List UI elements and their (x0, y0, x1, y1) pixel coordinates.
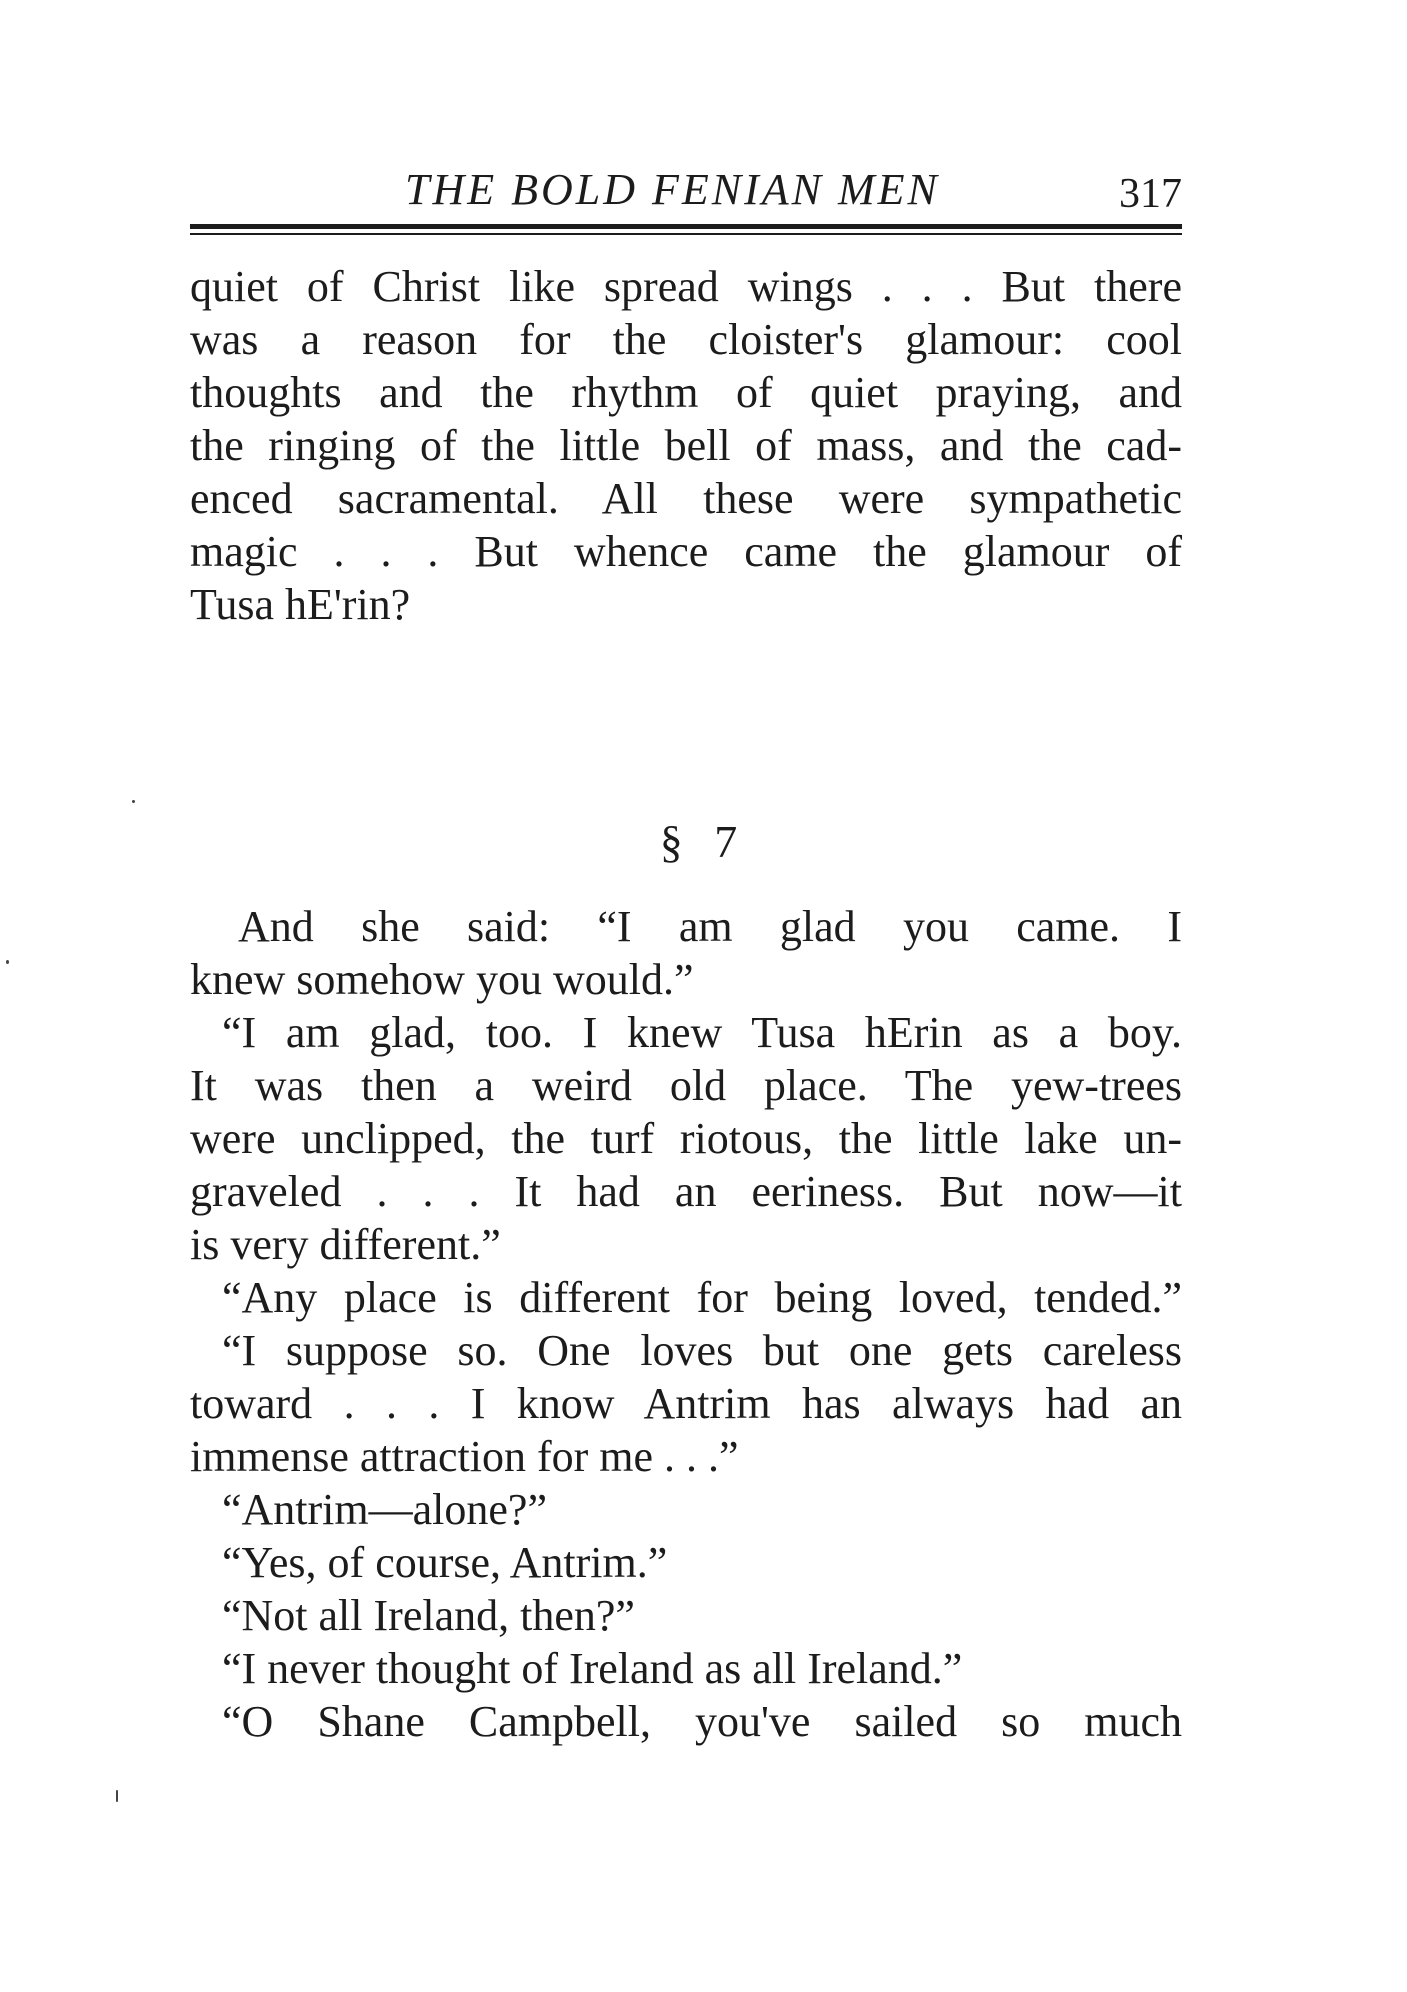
text-line: “Any place is different for being loved, tended.” (222, 1273, 1182, 1322)
text-line: was a reason for the cloister's glamour: cool (190, 315, 1182, 364)
header-rule-thin (190, 233, 1182, 235)
text-line: quiet of Christ like spread wings . . . But there (190, 262, 1182, 311)
text-line: were unclipped, the turf riotous, the little lake un- (190, 1114, 1182, 1163)
text-line: thoughts and the rhythm of quiet praying, and (190, 368, 1182, 417)
text-line: “Not all Ireland, then?” (222, 1591, 635, 1640)
page-number: 317 (1119, 171, 1182, 217)
section-heading: § 7 (659, 816, 748, 867)
running-header (190, 160, 1182, 220)
text-line: And she said: “I am glad you came. I (238, 902, 1182, 951)
text-line: knew somehow you would.” (190, 955, 694, 1004)
text-line: “O Shane Campbell, you've sailed so much (222, 1697, 1182, 1746)
text-line: enced sacramental. All these were sympathetic (190, 474, 1182, 523)
text-line: “I never thought of Ireland as all Ireland.” (222, 1644, 963, 1693)
text-line: immense attraction for me . . .” (190, 1432, 739, 1481)
text-line: “I am glad, too. I knew Tusa hErin as a boy. (222, 1008, 1182, 1057)
scan-speck (6, 960, 9, 964)
text-line: toward . . . I know Antrim has always had an (190, 1379, 1182, 1428)
text-line: “Antrim—alone?” (222, 1485, 547, 1534)
text-line: graveled . . . It had an eeriness. But now—it (190, 1167, 1182, 1216)
scan-speck (116, 1790, 118, 1802)
text-line: is very different.” (190, 1220, 501, 1269)
running-title: THE BOLD FENIAN MEN (405, 165, 940, 214)
text-line: “I suppose so. One loves but one gets careless (222, 1326, 1182, 1375)
header-rule-thick (190, 224, 1182, 229)
text-line: Tusa hE'rin? (190, 580, 411, 629)
text-line: the ringing of the little bell of mass, and the cad- (190, 421, 1182, 470)
text-line: “Yes, of course, Antrim.” (222, 1538, 668, 1587)
text-line: It was then a weird old place. The yew-trees (190, 1061, 1182, 1110)
scan-speck (132, 800, 135, 803)
text-line: magic . . . But whence came the glamour of (190, 527, 1182, 576)
